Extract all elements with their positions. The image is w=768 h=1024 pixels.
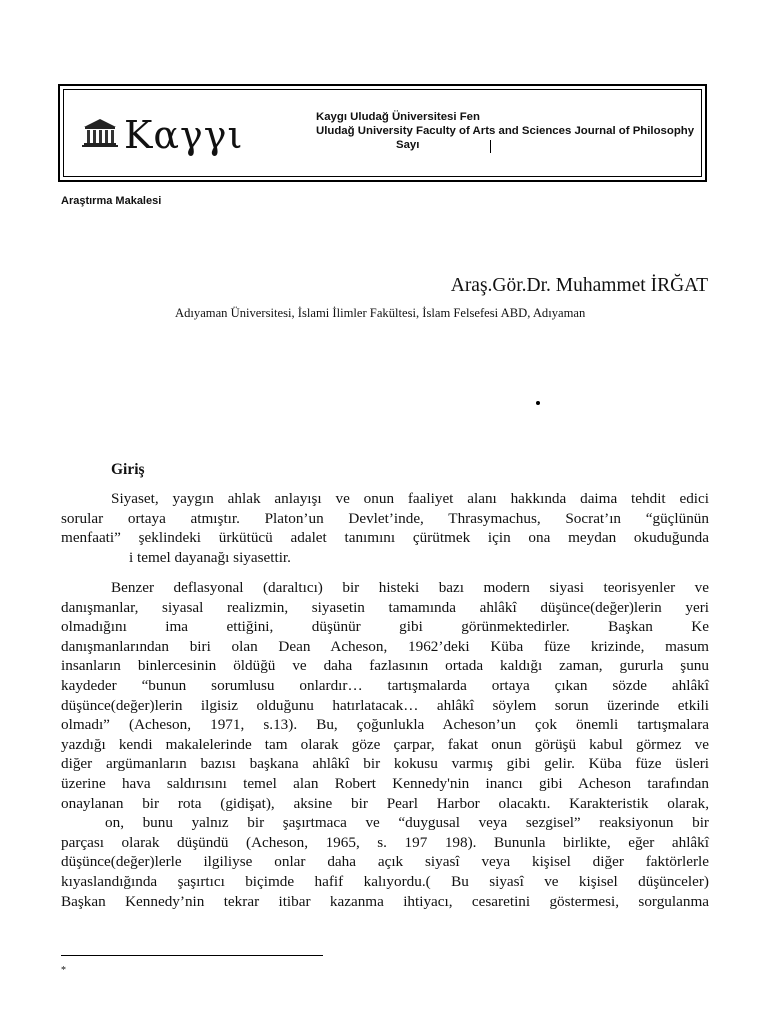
temple-icon — [82, 118, 118, 148]
paragraph-line: üzerine hava saldırısını temel alan Robert Kennedy'nin inancı gibi Acheson tarafından — [61, 774, 709, 792]
paragraph-line: Benzer deflasyonal (daraltıcı) bir histeki bazı modern siyasi teorisyenler ve — [111, 579, 709, 596]
logo-text: Καγγι — [124, 113, 244, 157]
paragraph-line: Siyaset, yaygın ahlak anlayışı ve onun faaliyet alanı hakkında daima tehdit edici — [111, 490, 709, 507]
author-affiliation: Adıyaman Üniversitesi, İslami İlimler Fakültesi, İslam Felsefesi ABD, Adıyaman — [175, 306, 586, 320]
paragraph-2 — [61, 578, 709, 911]
footnote-mark: * — [61, 965, 66, 976]
paragraph-line: kıyaslandığında şaşırtıcı biçimde hafif kalıyordu.( Bu siyasî ve kişisel düşünceler) — [61, 872, 709, 890]
bullet-dot — [536, 401, 540, 405]
text-cursor-bar — [490, 140, 491, 153]
journal-title-line-1: Kaygı Uludağ Üniversitesi Fen — [316, 111, 480, 123]
journal-logo — [82, 110, 252, 160]
paragraph-line: danışmanlar, siyasal realizmin, siyasetin tamamında ahlâkî düşünce(değer)lerin yeri — [61, 598, 709, 616]
paragraph-1 — [61, 489, 709, 567]
paragraph-line: on, bunu yalnız bir şaşırtmaca ve “duygusal veya sezgisel” reaksiyonun bir — [105, 814, 709, 832]
paragraph-line: menfaati” şeklindeki ürkütücü adalet tanımını çürütmek için ona meydan okuduğunda — [61, 529, 709, 547]
paragraph-line: düşünce(değer)lerle ilgiliyse onlar daha açık siyasî veya kişisel diğer faktörlerle — [61, 853, 709, 871]
paragraph-line: insanların binlercesinin öldüğü ve daha fazlasının ortada kaldığı zaman, gururla şunu — [61, 657, 709, 675]
paragraph-line: düşünce(değer)lerin ilgisiz olduğunu hatırlatacak… ahlâkî söylem sorun üzerinde etkili — [61, 696, 709, 714]
journal-title — [316, 110, 701, 152]
paragraph-line: Başkan Kennedy’nin tekrar itibar kazanma ihtiyacı, cesaretini göstermesi, sorgulanma — [61, 892, 709, 910]
paragraph-line: i temel dayanağı siyasettir. — [129, 548, 291, 566]
paragraph-line: parçası olarak düşündü (Acheson, 1965, s. 197 198). Bununla birlikte, eğer ahlâkî — [61, 833, 709, 851]
journal-header-box — [58, 84, 707, 182]
paragraph-line: kaydeder “bunun sorumlusu onlardır… tartışmalarda ortaya çıkan sözde ahlâkî — [61, 676, 709, 694]
paragraph-line: yazdığı kendi makalelerinde tam olarak göze çarpar, fakat onun görüşü kabul görmez ve — [61, 735, 709, 753]
section-title: Giriş — [111, 461, 145, 478]
paragraph-line: diğer argümanların bazısı başkana ahlâkî bir kokusu varmış gibi gelir. Küba füze üsleri — [61, 755, 709, 773]
issue-label: Sayı — [396, 139, 420, 151]
article-type: Araştırma Makalesi — [61, 195, 162, 207]
paragraph-line: onaylanan bir rota (gidişat), aksine bir Pearl Harbor olacaktı. Karakteristik olarak, — [61, 794, 709, 812]
paragraph-line: sorular ortaya atmıştır. Platon’un Devlet’inde, Thrasymachus, Socrat’ın “güçlünün — [61, 509, 709, 527]
paragraph-line: danışmanlarından biri olan Dean Acheson, 1962’deki Küba füze krizinde, masum — [61, 637, 709, 655]
paragraph-line: olmadı” (Acheson, 1971, s.13). Bu, çoğunlukla Acheson’un çok önemli tartışmalara — [61, 716, 709, 734]
author-name: Araş.Gör.Dr. Muhammet İRĞAT — [450, 275, 708, 296]
issue-line — [316, 138, 701, 152]
paragraph-line: olmadığını ima ettiğini, düşünür gibi görünmektedirler. Başkan Ke — [61, 618, 709, 636]
footnote-separator — [61, 955, 323, 956]
journal-title-line-2: Uludağ University Faculty of Arts and Sciences Journal of Philosophy — [316, 125, 695, 137]
